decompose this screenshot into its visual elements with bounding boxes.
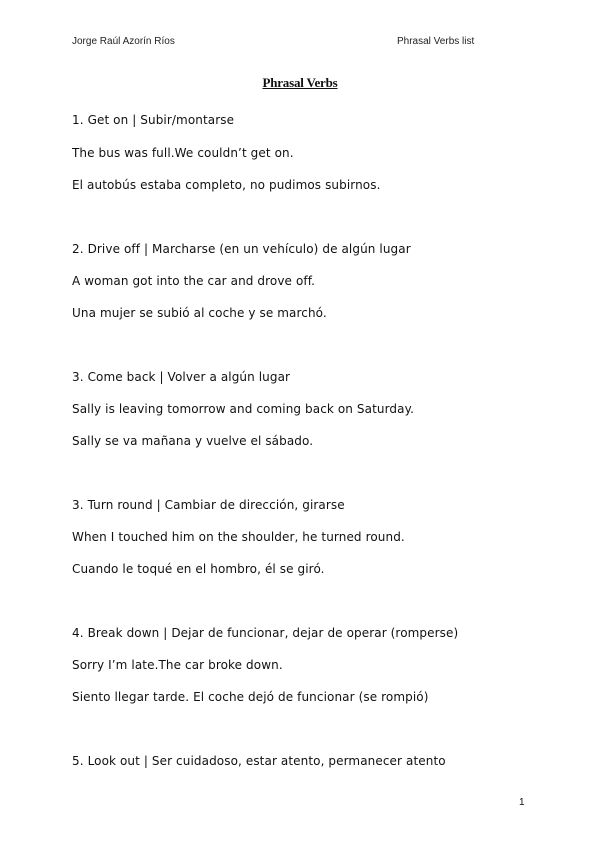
entry-english-example: When I touched him on the shoulder, he turned round. (72, 530, 405, 544)
entry-english-example: A woman got into the car and drove off. (72, 274, 316, 288)
page-number: 1 (519, 797, 525, 808)
entry-spanish-example: Sally se va mañana y vuelve el sábado. (72, 434, 314, 448)
entry-spanish-example: Una mujer se subió al coche y se marchó. (72, 306, 327, 320)
header-author: Jorge Raúl Azorín Ríos (72, 36, 175, 47)
entry-spanish-example: Siento llegar tarde. El coche dejó de funcionar (se rompió) (72, 690, 429, 704)
entry-heading: 3. Come back | Volver a algún lugar (72, 370, 291, 384)
entry-english-example: The bus was full.We couldn’t get on. (72, 146, 294, 160)
entry-heading: 4. Break down | Dejar de funcionar, dejar de operar (romperse) (72, 626, 459, 640)
entry-heading: 1. Get on | Subir/montarse (72, 113, 235, 127)
entry-english-example: Sally is leaving tomorrow and coming back on Saturday. (72, 402, 415, 416)
entry-heading: 2. Drive off | Marcharse (en un vehículo) de algún lugar (72, 242, 411, 256)
entry-heading: 3. Turn round | Cambiar de dirección, girarse (72, 498, 345, 512)
page-title: Phrasal Verbs (262, 75, 338, 90)
header-doc-title: Phrasal Verbs list (397, 36, 475, 47)
entry-spanish-example: El autobús estaba completo, no pudimos subirnos. (72, 178, 381, 192)
entry-spanish-example: Cuando le toqué en el hombro, él se giró. (72, 562, 325, 576)
entry-english-example: Sorry I’m late.The car broke down. (72, 658, 283, 672)
entry-heading: 5. Look out | Ser cuidadoso, estar atento, permanecer atento (72, 754, 446, 768)
